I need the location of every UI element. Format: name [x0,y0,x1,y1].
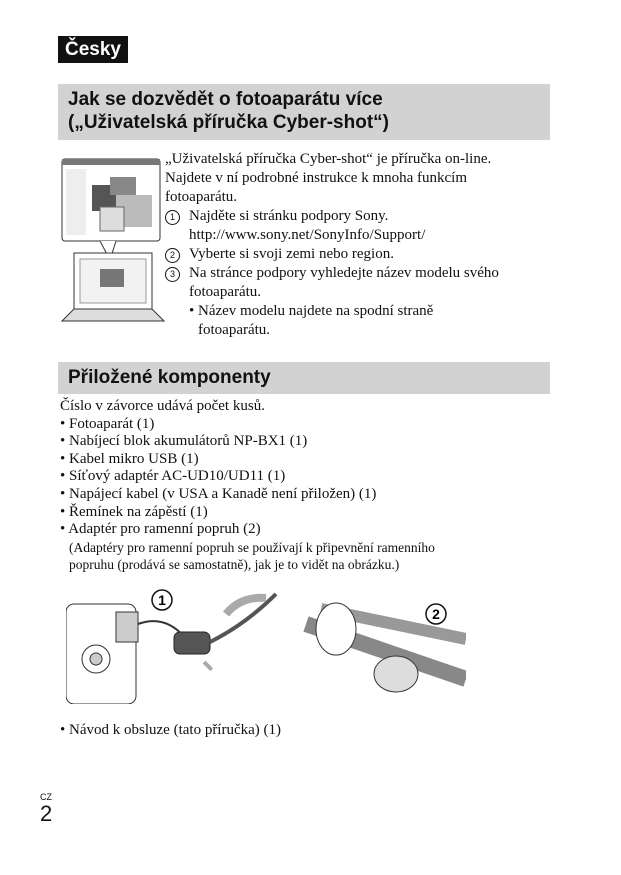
laptop-illustration [60,155,165,325]
list-item: • Síťový adaptér AC-UD10/UD11 (1) [60,468,550,486]
language-label: Česky [58,36,128,63]
section-heading-more-info [58,84,550,140]
support-url[interactable]: http://www.sony.net/SonyInfo/Support/ [189,227,426,243]
list-item: • Nabíjecí blok akumulátorů NP-BX1 (1) [60,433,550,451]
list-item: • Fotoaparát (1) [60,416,550,434]
intro-line: „Uživatelská příručka Cyber-shot“ je příručka on-line. [165,151,492,167]
section-heading-components: Přiložené komponenty [58,362,550,394]
list-item: • Řemínek na zápěstí (1) [60,504,550,522]
figure-label-1: 1 [158,592,166,608]
step-text: Na stránce podpory vyhledejte název modelu svého [189,265,499,281]
step-number: 2 [165,248,180,263]
note-text: • Název modelu najdete na spodní straně [189,303,434,319]
step-3 [165,264,555,302]
page-number: 2 [40,801,53,826]
step-3-note [165,302,555,340]
step-number: 3 [165,267,180,282]
step-1 [165,207,555,245]
more-info-text [165,150,555,340]
list-item: • Návod k obsluze (tato příručka) (1) [60,722,281,739]
adapter-note: popruhu (prodává se samostatně), jak je to vidět na obrázku.) [69,557,400,573]
components-intro: Číslo v závorce udává počet kusů. [60,398,265,414]
step-text: fotoaparátu. [189,284,262,300]
components-list [60,398,550,574]
step-text: Vyberte si svoji zemi nebo region. [189,246,394,262]
adapter-note: (Adaptéry pro ramenní popruh se používají k připevnění ramenního [69,539,435,555]
intro-line: fotoaparátu. [165,189,238,205]
step-text: Najděte si stránku podpory Sony. [189,208,389,224]
intro-line: Najdete v ní podrobné instrukce k mnoha funkcím [165,170,468,186]
list-item: • Kabel mikro USB (1) [60,451,550,469]
list-item: • Adaptér pro ramenní popruh (2) [60,521,550,539]
heading-line: („Uživatelská příručka Cyber-shot“) [68,112,389,133]
heading-line: Jak se dozvědět o fotoaparátu více [68,89,383,110]
step-2 [165,245,555,264]
step-number: 1 [165,210,180,225]
language-code: CZ [40,792,52,802]
note-text: fotoaparátu. [198,322,271,338]
figure-label-2: 2 [432,606,440,622]
shoulder-strap-adapter-illustration [66,584,466,704]
list-item: • Napájecí kabel (v USA a Kanadě není přiložen) (1) [60,486,550,504]
